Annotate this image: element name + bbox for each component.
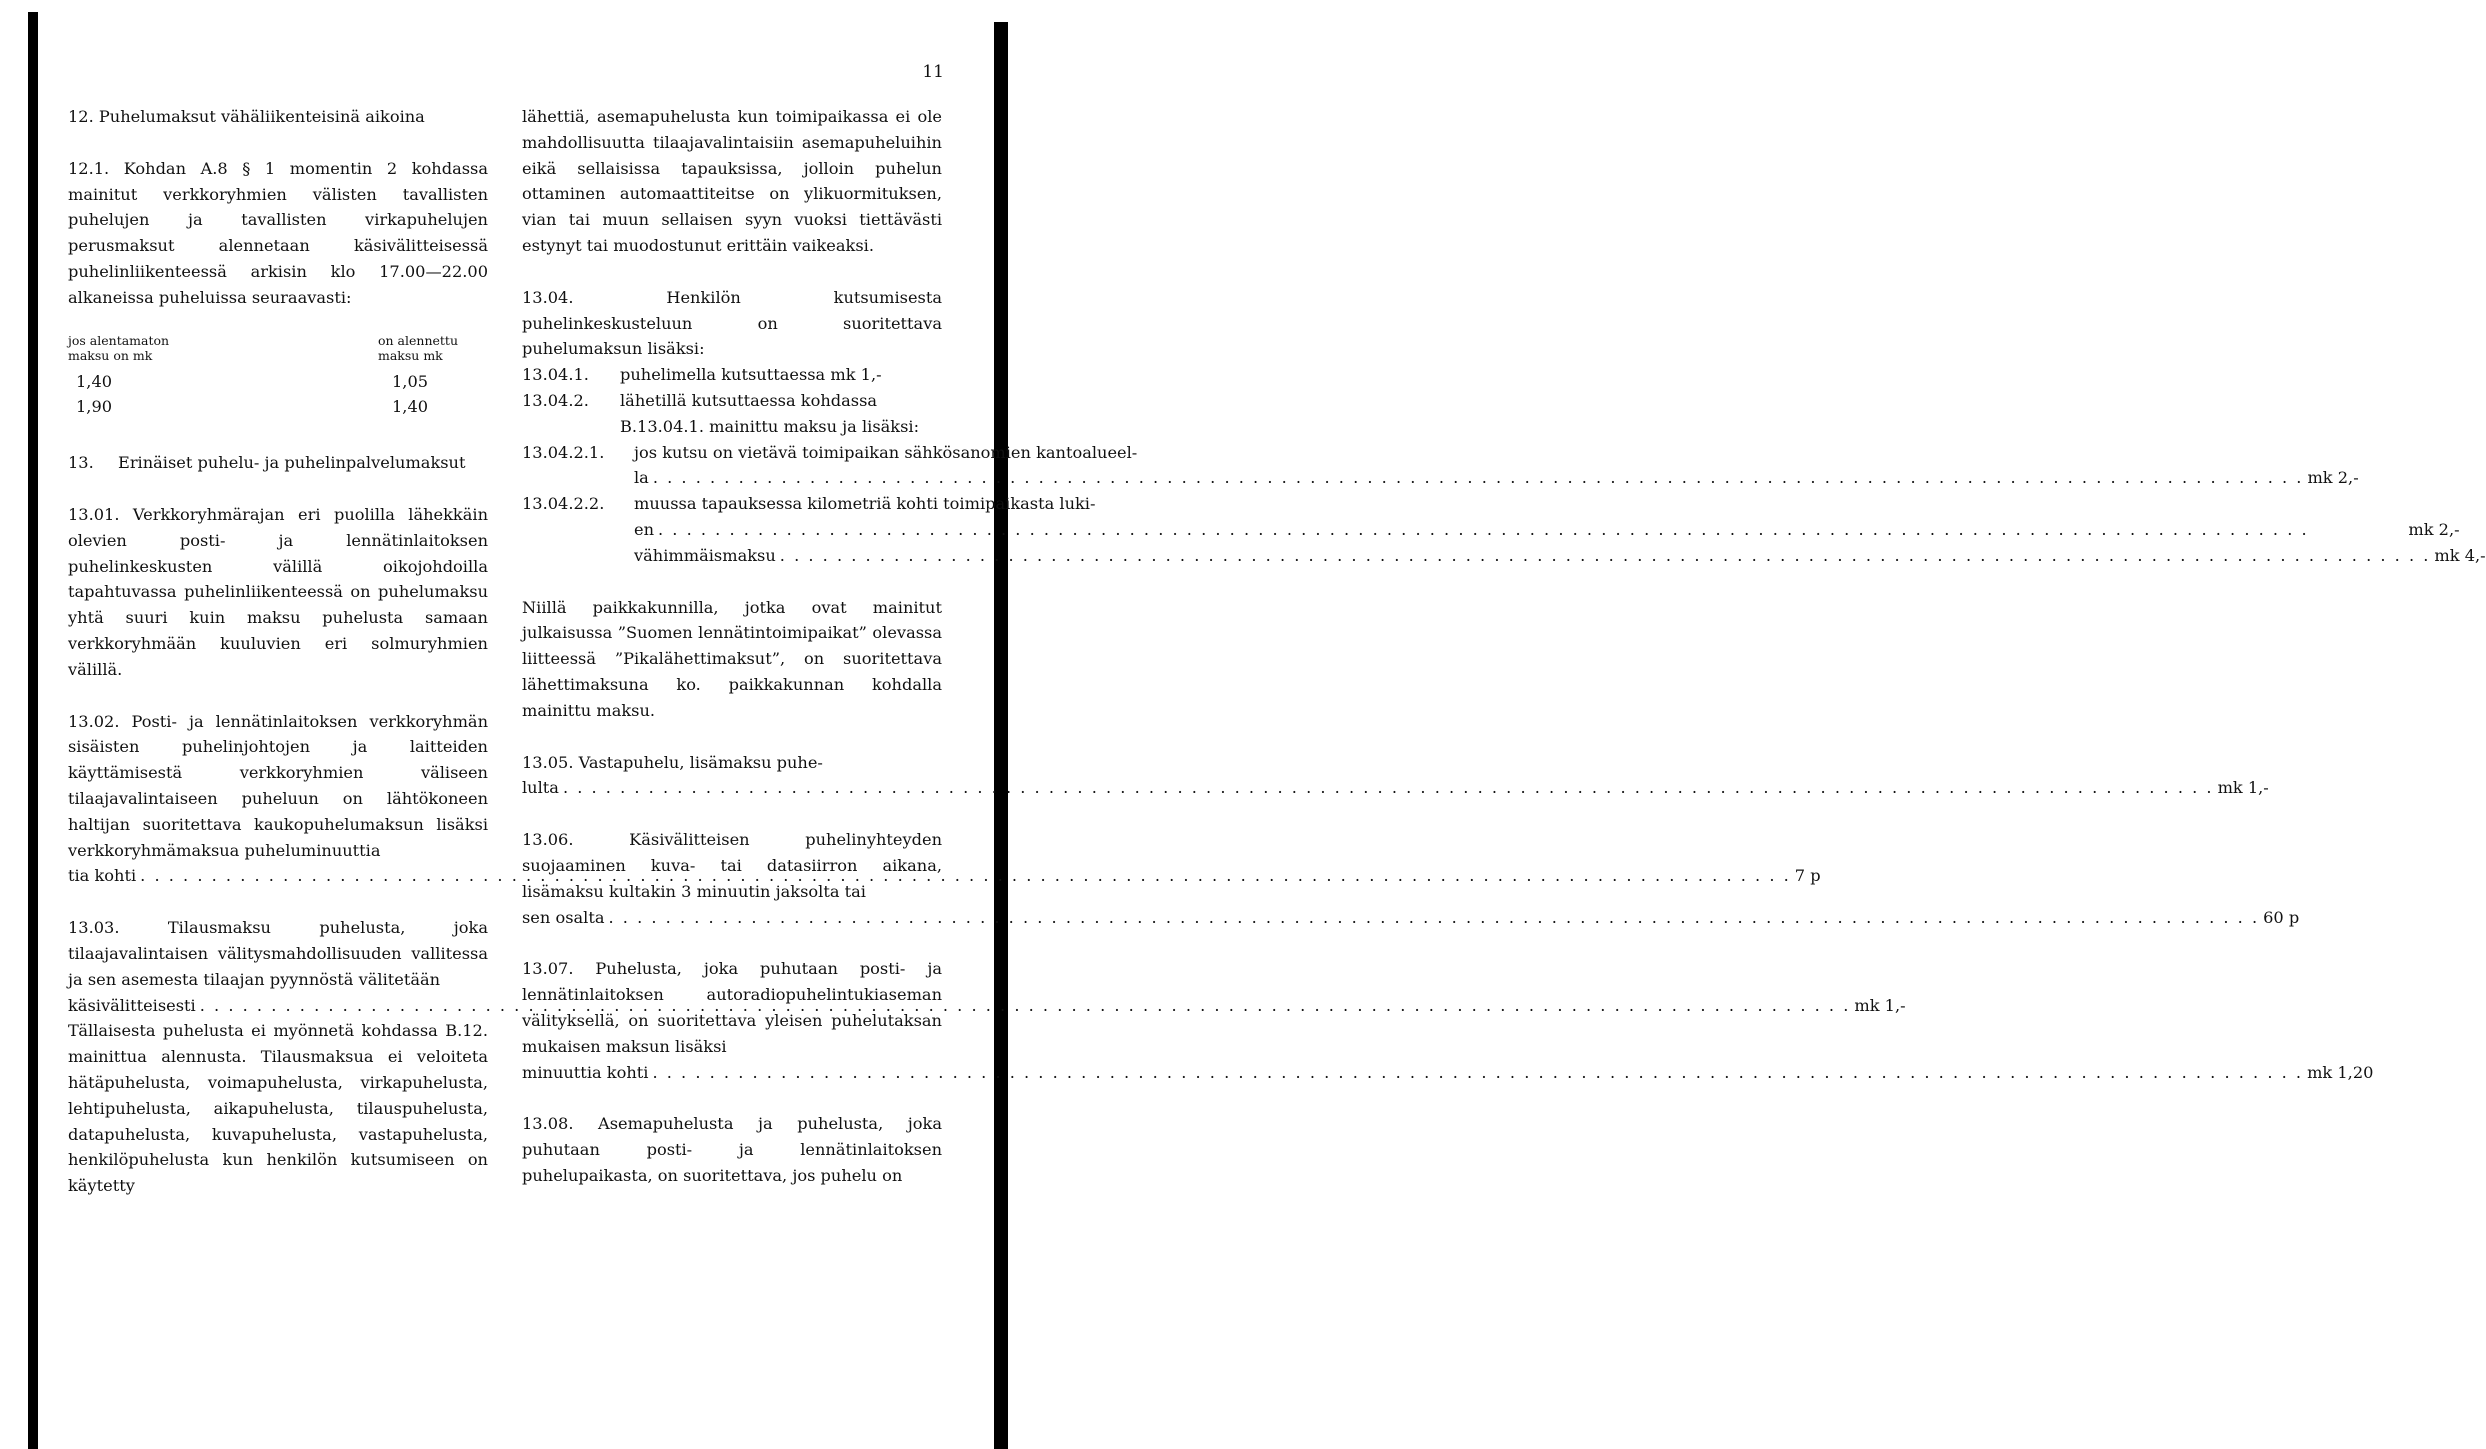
- item-13-04-2: [522, 388, 942, 440]
- leader-text: la: [634, 468, 649, 488]
- leader-dots: [200, 993, 1851, 1019]
- item-number: 13.04.2.: [522, 390, 589, 410]
- paragraph-13-05: [522, 750, 2269, 802]
- leader-dots: [563, 775, 2214, 801]
- item-number: 13.04.1.: [522, 365, 589, 385]
- leader-line: [68, 993, 1906, 1019]
- leader-dots: [653, 465, 2304, 491]
- leader-amount: mk 4,-: [2434, 545, 2486, 565]
- leader-text: käsivälitteisesti: [68, 995, 196, 1015]
- item-number: 13.04.2.1.: [522, 442, 605, 462]
- rate-to: 1,05: [392, 371, 429, 391]
- leader-dots: [609, 905, 2260, 931]
- paragraph-13-05-text: 13.05. Vastapuhelu, lisämaksu puhe-: [522, 752, 823, 772]
- leader-line: [68, 863, 1821, 889]
- leader-amount: mk 1,-: [2217, 778, 2269, 798]
- item-text: muussa tapauksessa kilometriä kohti toimipaikasta luki-: [634, 494, 1096, 514]
- leader-line: [522, 775, 2269, 801]
- paragraph-continuation: lähettiä, asemapuhelusta kun toimipaikassa ei ole mahdollisuutta tilaajavalintaisiin asemapuheluihin eikä sellaisissa tapauksissa, jolloin puhelun ottaminen automaattiteitse on ylikuormituksen, vian tai muun sellaisen syyn vuoksi tiettävästi estynyt tai muodostunut erittäin vaikeaksi.: [522, 107, 942, 255]
- leader-amount: mk 2,-: [2307, 468, 2359, 488]
- page-number: 11: [922, 62, 944, 82]
- leader-text: sen osalta: [522, 907, 605, 927]
- leader-dots: [652, 1060, 2303, 1086]
- section-12-heading: 12. Puhelumaksut vähäliikenteisinä aikoina: [68, 107, 425, 126]
- paragraph-12-1: 12.1. Kohdan A.8 § 1 momentin 2 kohdassa mainitut verkkoryhmien välisten tavallisten puhelujen ja tavallisten virkapuhelujen perusmaksut alennetaan käsivälitteisessä puhelinliikenteessä arkisin klo 17.00—22.00 alkaneissa puheluissa seuraavasti:: [68, 158, 488, 307]
- paragraph-13-06-text: 13.06. Käsivälitteisen puhelinyhteyden suojaaminen kuva- tai datasiirron aikana, lisämaksu kultakin 3 minuutin jaksolta tai: [522, 830, 942, 901]
- right-column: [522, 104, 2486, 1189]
- scan-edge-left: [28, 12, 38, 1449]
- paragraph-13-03-text: 13.03. Tilausmaksu puhelusta, joka tilaajavalintaisen välitysmahdollisuuden vallitessa ja sen asemesta tilaajan pyynnöstä välitetään: [68, 918, 488, 989]
- leader-text: tia kohti: [68, 866, 137, 886]
- item-text: lähetillä kutsuttaessa kohdassa B.13.04.1. mainittu maksu ja lisäksi:: [620, 390, 920, 436]
- leader-line: [522, 1060, 2374, 1086]
- leader-text: en: [634, 519, 655, 539]
- item-13-04-1: [522, 362, 942, 388]
- rate-row: [68, 394, 470, 420]
- section-13-heading: [68, 450, 488, 476]
- rate-from: 1,90: [76, 397, 113, 417]
- leader-dots: [658, 517, 2404, 543]
- rate-table: [68, 333, 470, 421]
- leader-text: lulta: [522, 778, 559, 798]
- item-number: 13.04.2.2.: [522, 494, 605, 514]
- rate-col2-header: on alennettu maksu mk: [378, 332, 458, 363]
- leader-amount: 60 p: [2263, 907, 2300, 927]
- leader-amount: 7 p: [1794, 866, 1821, 886]
- rate-from: 1,40: [76, 371, 113, 391]
- paragraph-13-07-text: 13.07. Puhelusta, joka puhutaan posti- ja lennätinlaitoksen autoradiopuhelintukiaseman välityksellä, on suoritettava yleisen puhelutaksan mukaisen maksun lisäksi: [522, 959, 942, 1056]
- rate-table-header: [68, 333, 470, 363]
- section-13-title: Erinäiset puhelu- ja puhelinpalvelumaksut: [118, 453, 466, 473]
- paragraph-13-01: 13.01. Verkkoryhmärajan eri puolilla lähekkäin olevien posti- ja lennätinlaitoksen puhelinkeskusten välillä oikojohdoilla tapahtuvassa puhelinliikenteessä on puhelumaksu yhtä suuri kuin maksu puhelusta samaan verkkoryhmään kuuluvien eri solmuryhmien välillä.: [68, 504, 488, 679]
- item-text: puhelimella kutsuttaessa mk 1,-: [620, 365, 882, 385]
- rate-row: [68, 369, 470, 395]
- leader-dots: [780, 543, 2431, 569]
- leader-text: minuuttia kohti: [522, 1062, 649, 1082]
- item-13-04-2-1: [522, 440, 2359, 492]
- paragraph-13-07: [522, 956, 2374, 1085]
- leader-line: [634, 465, 2359, 491]
- item-13-04-2-2: [522, 491, 2486, 568]
- rate-to: 1,40: [392, 397, 429, 417]
- rate-col1-header: jos alentamaton maksu on mk: [68, 332, 170, 363]
- paragraph-13-02-text: 13.02. Posti- ja lennätinlaitoksen verkkoryhmän sisäisten puhelinjohtojen ja laitteiden käyttämisestä verkkoryhmien väliseen tilaajavalintaiseen puheluun on lähtökoneen haltijan suoritettava kaukopuhelumaksun lisäksi verkkoryhmämaksua puheluminuuttia: [68, 711, 488, 860]
- leader-line: [634, 543, 2486, 569]
- item-text: jos kutsu on vietävä toimipaikan sähkösanomien kantoalueel-: [634, 442, 1138, 462]
- paragraph-niilla: Niillä paikkakunnilla, jotka ovat mainitut julkaisussa ”Suomen lennätintoimipaikat” olevassa liitteessä ”Pikalähettimaksut”, on suoritettava lähettimaksuna ko. paikkakunnan kohdalla mainittu maksu.: [522, 597, 942, 720]
- leader-amount: mk 1,-: [1854, 995, 1906, 1015]
- leader-text: vähimmäismaksu: [634, 545, 776, 565]
- section-13-number: 13.: [68, 453, 94, 473]
- leader-amount: mk 2,-: [2408, 519, 2460, 539]
- leader-line: [634, 517, 2460, 543]
- leader-line: [522, 905, 2300, 931]
- paragraph-13-04: 13.04. Henkilön kutsumisesta puhelinkeskusteluun on suoritettava puhelumaksun lisäksi:: [522, 287, 942, 359]
- leader-dots: [140, 863, 1791, 889]
- leader-amount: mk 1,20: [2307, 1062, 2374, 1082]
- paragraph-13-08: 13.08. Asemapuhelusta ja puhelusta, joka puhutaan posti- ja lennätinlaitoksen puhelupaikasta, on suoritettava, jos puhelu on: [522, 1114, 942, 1185]
- scan-edge-right: [994, 22, 1008, 1449]
- paragraph-13-03-rest: Tällaisesta puhelusta ei myönnetä kohdassa B.12. mainittua alennusta. Tilausmaksua ei veloiteta hätäpuhelusta, voimapuhelusta, virkapuhelusta, lehtipuhelusta, aikapuhelusta, tilauspuhelusta, datapuhelusta, kuvapuhelusta, vastapuhelusta, henkilöpuhelusta kun henkilön kutsumiseen on käytetty: [68, 1021, 488, 1196]
